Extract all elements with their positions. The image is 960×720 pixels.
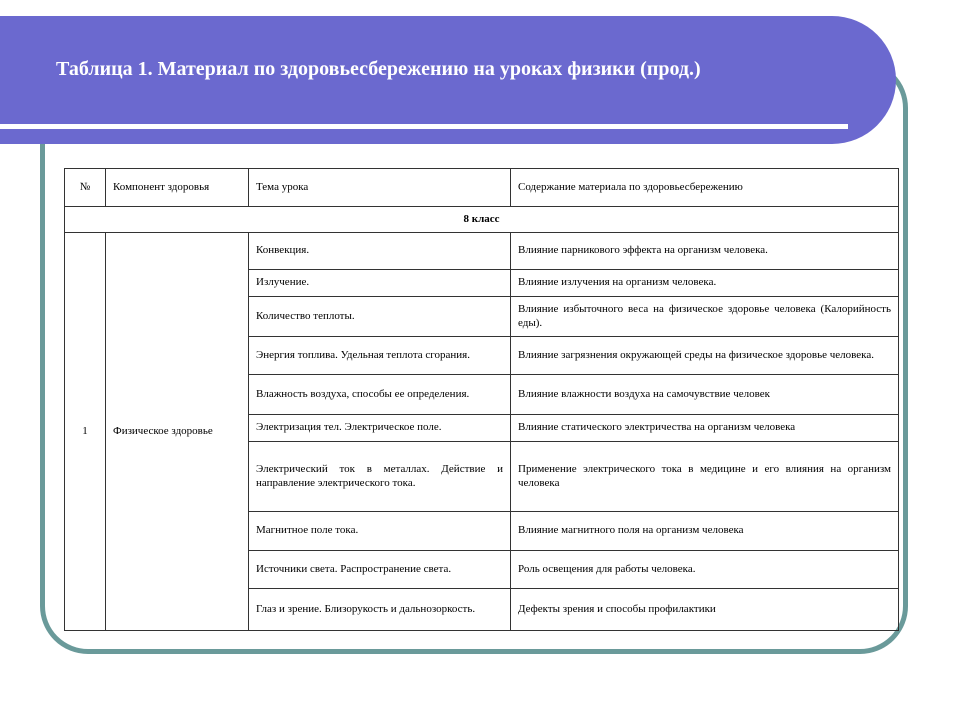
table-row [65, 233, 899, 270]
content-cell: Влияние загрязнения окружающей среды на физическое здоровье человека. [511, 337, 899, 375]
banner-divider [0, 124, 848, 129]
content-cell: Влияние магнитного поля на организм человека [511, 512, 899, 551]
topic-cell: Влажность воздуха, способы ее определения. [249, 375, 511, 415]
topic-cell: Электрический ток в металлах. Действие и направление электрического тока. [249, 442, 511, 512]
health-table [64, 168, 899, 631]
table-header-row [65, 169, 899, 207]
content-cell: Влияние избыточного веса на физическое здоровье человека (Калорийность еды). [511, 297, 899, 337]
content-cell: Влияние влажности воздуха на самочувствие человек [511, 375, 899, 415]
content-cell: Применение электрического тока в медицине и его влияния на организм человека [511, 442, 899, 512]
topic-cell: Глаз и зрение. Близорукость и дальнозоркость. [249, 589, 511, 631]
topic-cell: Энергия топлива. Удельная теплота сгорания. [249, 337, 511, 375]
content-cell: Роль освещения для работы человека. [511, 551, 899, 589]
header-component: Компонент здоровья [106, 169, 249, 207]
header-content: Содержание материала по здоровьесбережению [511, 169, 899, 207]
topic-cell: Конвекция. [249, 233, 511, 270]
header-topic: Тема урока [249, 169, 511, 207]
content-cell: Дефекты зрения и способы профилактики [511, 589, 899, 631]
topic-cell: Электризация тел. Электрическое поле. [249, 415, 511, 442]
topic-cell: Количество теплоты. [249, 297, 511, 337]
topic-cell: Источники света. Распространение света. [249, 551, 511, 589]
component-cell: Физическое здоровье [106, 233, 249, 631]
topic-cell: Магнитное поле тока. [249, 512, 511, 551]
content-cell: Влияние излучения на организм человека. [511, 270, 899, 297]
grade-row [65, 207, 899, 233]
topic-cell: Излучение. [249, 270, 511, 297]
row-number: 1 [65, 233, 106, 631]
content-cell: Влияние статического электричества на организм человека [511, 415, 899, 442]
slide-title: Таблица 1. Материал по здоровьесбережению на уроках физики (прод.) [56, 58, 701, 80]
content-cell: Влияние парникового эффекта на организм человека. [511, 233, 899, 270]
grade-label: 8 класс [65, 207, 899, 233]
header-number: № [65, 169, 106, 207]
